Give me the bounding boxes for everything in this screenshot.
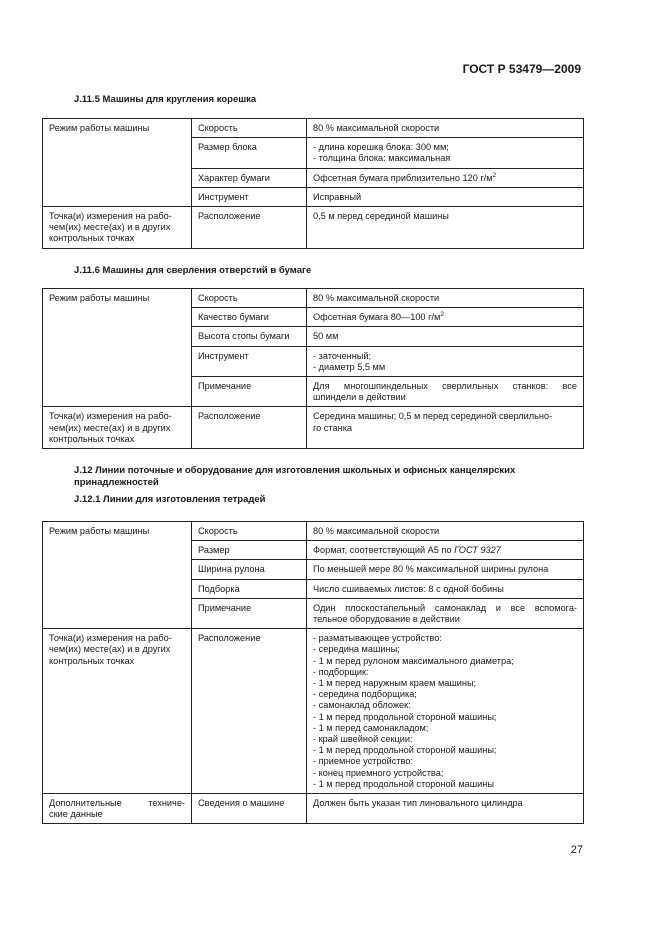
value-line: Для многошпиндельных сверлильных станков: все: [313, 381, 577, 392]
superscript: 2: [492, 171, 497, 179]
section-heading-j12: [74, 465, 584, 489]
group-line: ские данные: [49, 809, 103, 820]
list-item: - 1 м перед рулоном максимального диаметра;: [313, 655, 514, 666]
table-row: [43, 207, 584, 249]
value-line: тельное оборудование в действии: [313, 614, 460, 625]
value-cell: 80 % максимальной скорости: [307, 289, 584, 308]
param-cell: Расположение: [192, 407, 307, 449]
group-cell: [43, 207, 192, 249]
value-cell: Должен быть указан тип линовального цилиндра: [307, 794, 584, 824]
group-line: чем(их) месте(ах) и в других: [49, 644, 171, 655]
value-line: - толщина блока: максимальная: [313, 153, 451, 164]
param-cell: Расположение: [192, 207, 307, 249]
table-row: [43, 289, 584, 308]
value-line: - диаметр 5,5 мм: [313, 361, 386, 372]
group-cell: Режим работы машины: [43, 119, 192, 207]
table-rounding-machines: [42, 118, 584, 249]
list-item: - подборщик:: [313, 666, 369, 677]
document-standard-header: ГОСТ Р 53479—2009: [462, 62, 581, 76]
value-text: Офсетная бумага приблизительно 120 г/м: [313, 172, 493, 183]
group-line: Точка(и) измерения на рабо-: [49, 633, 172, 644]
param-cell: Инструмент: [192, 346, 307, 376]
table-row: [43, 522, 584, 541]
value-cell: [307, 138, 584, 168]
value-line: шпиндели в действии: [313, 392, 406, 403]
param-cell: Размер: [192, 541, 307, 560]
list-item: - 1 м перед продольной стороной машины: [313, 778, 494, 789]
list-item: - середина подборщика;: [313, 689, 417, 700]
group-cell: Режим работы машины: [43, 289, 192, 407]
section-heading-j11-6: J.11.6 Машины для сверления отверстий в бумаге: [74, 265, 312, 276]
value-line: - длина корешка блока: 300 мм;: [313, 142, 449, 153]
value-cell: 0,5 м перед серединой машины: [307, 207, 584, 249]
list-item: - самонаклад обложек:: [313, 700, 411, 711]
heading-line: J.12 Линии поточные и оборудование для изготовления школьных и офисных канцелярских: [74, 465, 516, 476]
table-row: [43, 794, 584, 824]
value-cell: По меньшей мере 80 % максимальной ширины рулона: [307, 560, 584, 579]
group-cell: [43, 794, 192, 824]
param-cell: Сведения о машине: [192, 794, 307, 824]
group-line: контрольных точках: [49, 433, 135, 444]
list-item: - разматывающее устройство:: [313, 633, 442, 644]
list-item: - конец приемного устройства;: [313, 767, 444, 778]
table-row: [43, 629, 584, 794]
list-item: - середина машины;: [313, 644, 400, 655]
param-cell: Скорость: [192, 119, 307, 138]
group-line: контрольных точках: [49, 655, 135, 666]
param-cell: Инструмент: [192, 187, 307, 206]
param-cell: Скорость: [192, 522, 307, 541]
param-cell: Примечание: [192, 598, 307, 628]
value-cell: [307, 168, 584, 187]
value-line: Середина машины; 0,5 м перед серединой сверлильно-: [313, 411, 553, 422]
value-text: Формат, соответствующий А5 по: [313, 545, 455, 556]
value-cell: [307, 377, 584, 407]
group-line: контрольных точках: [49, 233, 135, 244]
list-item: - край швейной секции:: [313, 734, 413, 745]
table-row: [43, 119, 584, 138]
param-cell: Высота стопы бумаги: [192, 327, 307, 346]
heading-line: принадлежностей: [74, 477, 159, 488]
group-cell: [43, 407, 192, 449]
group-cell: [43, 629, 192, 794]
table-row: [43, 407, 584, 449]
param-cell: Размер блока: [192, 138, 307, 168]
group-line: Точка(и) измерения на рабо-: [49, 411, 172, 422]
value-cell: [307, 407, 584, 449]
standard-reference-link: ГОСТ 9327: [454, 545, 501, 556]
value-line: го станка: [313, 422, 353, 433]
value-cell: [307, 346, 584, 376]
value-text: Офсетная бумага 80—100 г/м: [313, 312, 441, 323]
param-cell: Подборка: [192, 579, 307, 598]
param-cell: Расположение: [192, 629, 307, 794]
list-item: - 1 м перед наружным краем машины;: [313, 678, 477, 689]
measurement-points-list: [313, 633, 577, 790]
superscript: 2: [440, 311, 444, 319]
table-drilling-machines: [42, 288, 584, 449]
param-cell: Ширина рулона: [192, 560, 307, 579]
param-cell: Качество бумаги: [192, 308, 307, 327]
group-line: Дополнительные техниче-: [49, 798, 185, 809]
value-cell: [307, 598, 584, 628]
group-line: Точка(и) измерения на рабо-: [49, 211, 172, 222]
value-line: - заточенный;: [313, 350, 372, 361]
group-line: чем(их) месте(ах) и в других: [49, 422, 171, 433]
group-line: чем(их) месте(ах) и в других: [49, 222, 171, 233]
list-item: - 1 м перед продольной стороной машины;: [313, 711, 497, 722]
group-cell: Режим работы машины: [43, 522, 192, 629]
value-cell: [307, 629, 584, 794]
value-cell: [307, 541, 584, 560]
value-cell: 80 % максимальной скорости: [307, 119, 584, 138]
list-item: - 1 м перед самонакладом;: [313, 722, 429, 733]
page-number: 27: [570, 844, 583, 856]
table-notebook-lines: [42, 521, 584, 824]
value-line: Один плоскостапельный самонаклад и все вспомога-: [313, 602, 577, 613]
param-cell: Скорость: [192, 289, 307, 308]
param-cell: Примечание: [192, 377, 307, 407]
value-cell: [307, 308, 584, 327]
list-item: - приемное устройство:: [313, 756, 413, 767]
list-item: - 1 м перед продольной стороной машины;: [313, 745, 497, 756]
value-cell: Число сшиваемых листов: 8 с одной бобины: [307, 579, 584, 598]
section-heading-j12-1: J.12.1 Линии для изготовления тетрадей: [74, 494, 266, 505]
section-heading-j11-5: J.11.5 Машины для кругления корешка: [74, 94, 257, 105]
value-cell: Исправный: [307, 187, 584, 206]
param-cell: Характер бумаги: [192, 168, 307, 187]
value-cell: 80 % максимальной скорости: [307, 522, 584, 541]
value-cell: 50 мм: [307, 327, 584, 346]
